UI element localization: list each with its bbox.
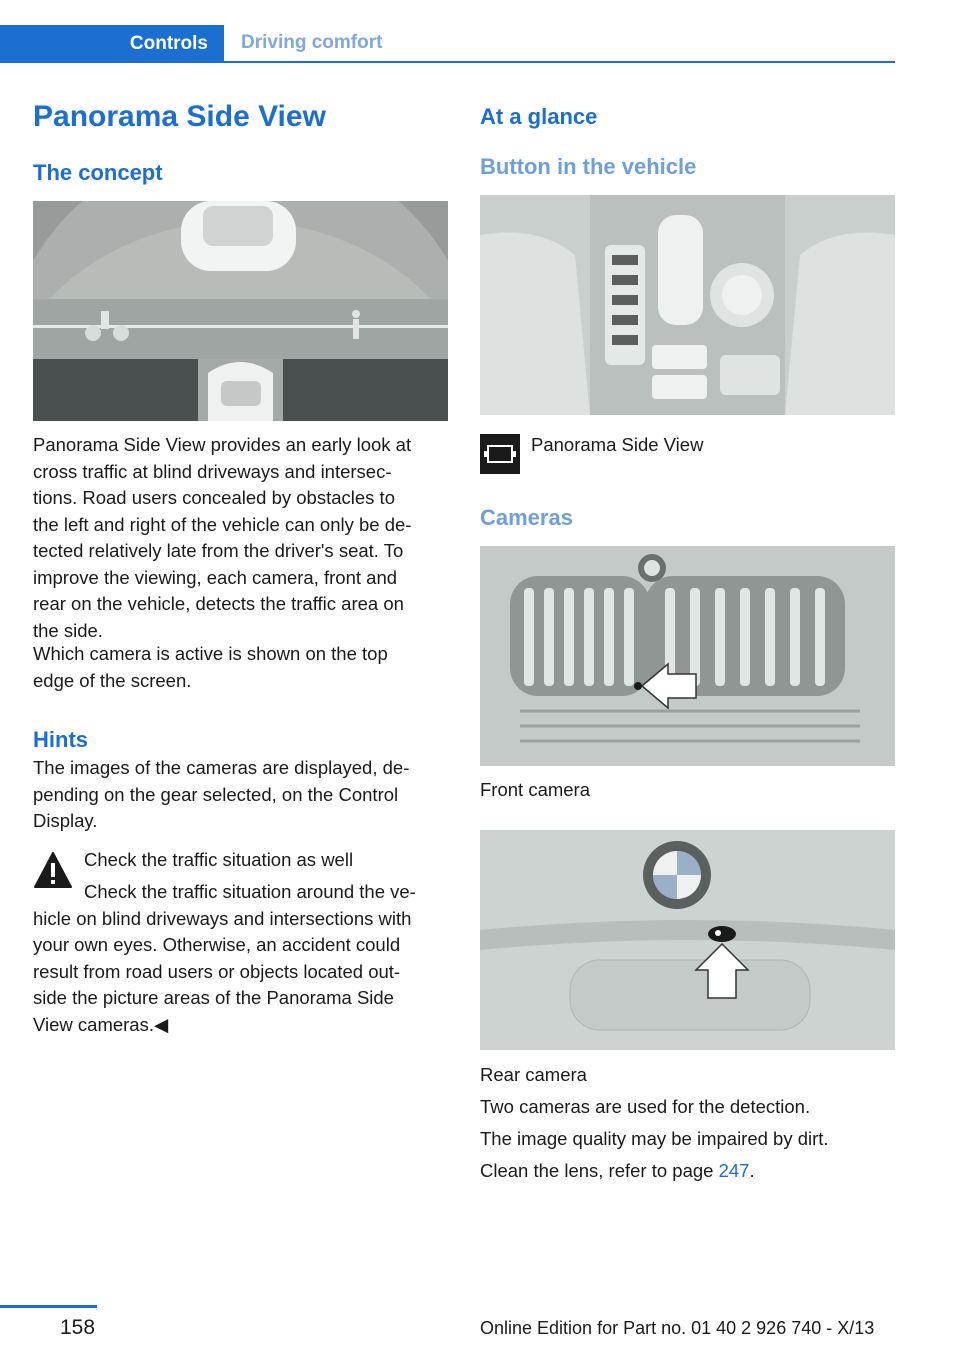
image-quality-text: The image quality may be impaired by dirt.	[480, 1128, 829, 1149]
text-line: side the picture areas of the Panorama Side	[33, 987, 394, 1008]
text-line: hicle on blind driveways and intersections with	[33, 907, 412, 929]
hints-heading: Hints	[33, 727, 88, 752]
clean-lens-prefix: Clean the lens, refer to page	[480, 1160, 719, 1181]
rear-camera-caption: Rear camera	[480, 1064, 587, 1085]
clean-lens-suffix: .	[749, 1160, 755, 1181]
rear-camera-image	[480, 830, 895, 1050]
button-heading: Button in the vehicle	[480, 154, 697, 179]
text-line: edge of the screen.	[33, 669, 192, 691]
center-console-image	[480, 195, 895, 415]
front-camera-image	[480, 546, 895, 766]
text-line: View cameras.◀	[33, 1013, 169, 1035]
cameras-heading: Cameras	[480, 505, 573, 530]
footer-divider	[0, 1305, 97, 1308]
concept-heading: The concept	[33, 160, 163, 185]
text-line: Which camera is active is shown on the top	[33, 643, 388, 664]
text-line: improve the viewing, each camera, front and	[33, 566, 398, 588]
center-console-drawing	[480, 195, 895, 415]
text-line: pending on the gear selected, on the Control	[33, 783, 399, 805]
warning-paragraph	[33, 879, 453, 1038]
concept-illustration	[33, 201, 448, 421]
text-line: Check the traffic situation around the ve‐	[84, 881, 416, 902]
text-line: your own eyes. Otherwise, an accident could	[33, 934, 401, 955]
text-line: The images of the cameras are displayed, de‐	[33, 757, 410, 778]
header-divider	[0, 61, 895, 63]
text-line: the side.	[33, 619, 103, 641]
page-header	[0, 25, 895, 63]
text-line: rear on the vehicle, detects the traffic area on	[33, 593, 404, 614]
concept-paragraph	[33, 432, 453, 644]
front-camera-drawing	[480, 546, 895, 766]
text-line: Display.	[33, 810, 98, 831]
panorama-side-view-button-icon	[480, 434, 520, 479]
rear-camera-drawing	[480, 830, 895, 1050]
text-line: cross traffic at blind driveways and intersec‐	[33, 460, 392, 482]
text-line: the left and right of the vehicle can only be de‐	[33, 513, 412, 535]
edition-text: Online Edition for Part no. 01 40 2 926 740 - X/13	[480, 1318, 875, 1338]
text-line: tected relatively late from the driver's seat. To	[33, 540, 404, 561]
front-camera-caption: Front camera	[480, 779, 591, 800]
text-line: tions. Road users concealed by obstacles to	[33, 487, 395, 508]
text-line: Panorama Side View provides an early look at	[33, 434, 412, 455]
hints-paragraph	[33, 755, 453, 835]
warning-title: Check the traffic situation as well	[84, 849, 354, 870]
page-number: 158	[60, 1316, 96, 1339]
at-a-glance-heading: At a glance	[480, 104, 598, 129]
panorama-side-view-label: Panorama Side View	[531, 434, 704, 455]
tab-controls[interactable]: Controls	[0, 25, 224, 63]
tab-driving-comfort[interactable]: Driving comfort	[241, 32, 383, 53]
concept-paragraph-2	[33, 641, 453, 694]
concept-illustration-drawing	[33, 201, 448, 421]
text-line: result from road users or objects located out‐	[33, 960, 401, 982]
page-title: Panorama Side View	[33, 100, 326, 133]
detection-text: Two cameras are used for the detection.	[480, 1096, 811, 1117]
clean-lens-text	[480, 1158, 895, 1185]
page-reference-link[interactable]: 247	[718, 1160, 750, 1181]
